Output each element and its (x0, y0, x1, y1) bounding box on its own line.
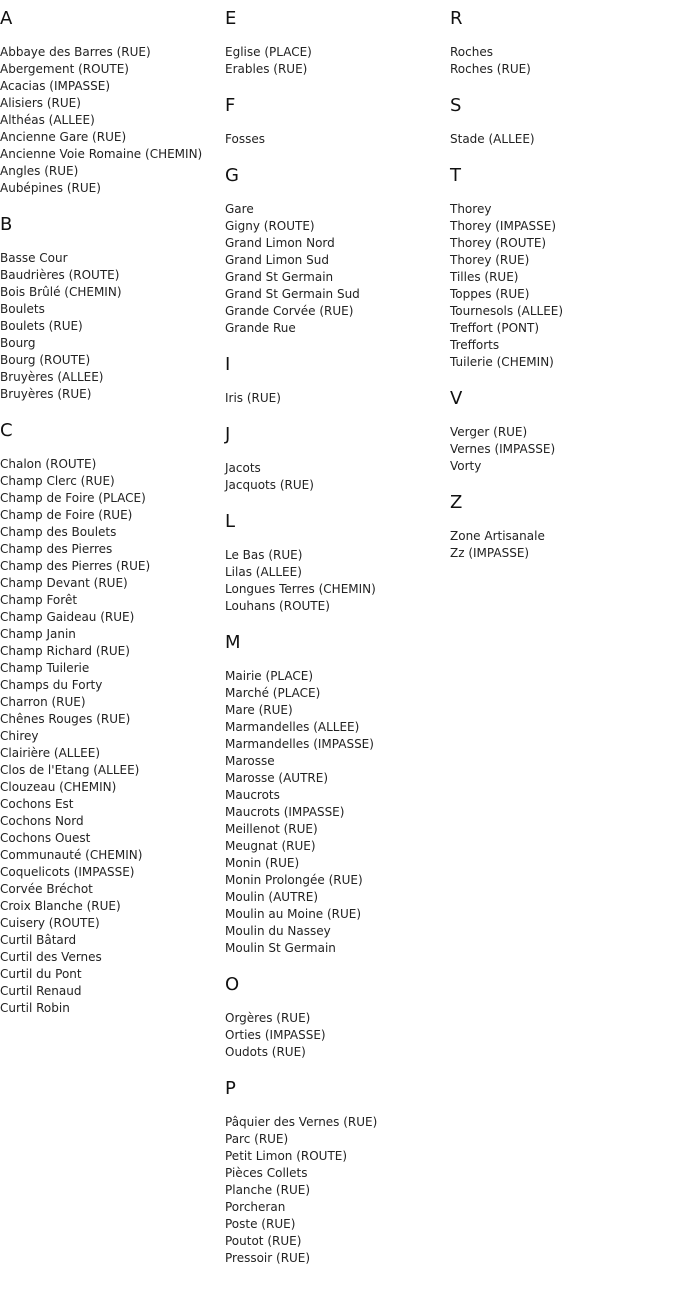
letter-heading: C (0, 420, 13, 441)
letter-group (225, 8, 449, 78)
street-item: Champ des Pierres (0, 542, 113, 556)
street-item: Orgères (RUE) (225, 1011, 311, 1025)
street-item: Curtil Bâtard (0, 933, 77, 947)
street-list (0, 456, 224, 1017)
letter-group (0, 214, 224, 403)
street-item: Jacots (225, 461, 261, 475)
street-item: Clairière (ALLEE) (0, 746, 101, 760)
street-item: Alisiers (RUE) (0, 96, 81, 110)
street-item: Champ de Foire (PLACE) (0, 491, 146, 505)
street-item: Porcheran (225, 1200, 286, 1214)
street-list (225, 460, 449, 494)
letter-group (225, 632, 449, 957)
street-list (450, 528, 674, 562)
street-item: Boulets (RUE) (0, 319, 83, 333)
street-item: Grand St Germain Sud (225, 287, 360, 301)
letter-group (450, 8, 674, 78)
street-item: Champs du Forty (0, 678, 103, 692)
street-list (450, 201, 674, 371)
street-item: Marché (PLACE) (225, 686, 321, 700)
street-item: Champ des Pierres (RUE) (0, 559, 151, 573)
street-item: Chalon (ROUTE) (0, 457, 97, 471)
street-item: Gigny (ROUTE) (225, 219, 315, 233)
street-item: Tournesols (ALLEE) (450, 304, 564, 318)
street-item: Boulets (0, 302, 45, 316)
street-item: Bourg (ROUTE) (0, 353, 91, 367)
street-list (450, 44, 674, 78)
street-item: Bois Brûlé (CHEMIN) (0, 285, 122, 299)
street-item: Thorey (RUE) (450, 253, 530, 267)
street-list (225, 668, 449, 957)
street-item: Monin (RUE) (225, 856, 300, 870)
street-item: Croix Blanche (RUE) (0, 899, 121, 913)
street-item: Coquelicots (IMPASSE) (0, 865, 135, 879)
street-item: Corvée Bréchot (0, 882, 93, 896)
letter-heading: L (225, 511, 236, 532)
street-item: Champ des Boulets (0, 525, 117, 539)
letter-heading: V (450, 388, 463, 409)
street-item: Grand Limon Sud (225, 253, 329, 267)
street-list (225, 131, 449, 148)
street-item: Iris (RUE) (225, 391, 281, 405)
street-item: Vernes (IMPASSE) (450, 442, 556, 456)
street-item: Poste (RUE) (225, 1217, 296, 1231)
letter-heading: F (225, 95, 236, 116)
letter-heading: J (225, 424, 231, 445)
letter-group (225, 424, 449, 494)
street-item: Ancienne Voie Romaine (CHEMIN) (0, 147, 203, 161)
street-item: Communauté (CHEMIN) (0, 848, 143, 862)
street-item: Jacquots (RUE) (225, 478, 314, 492)
street-item: Roches (RUE) (450, 62, 531, 76)
street-list (0, 44, 224, 197)
street-list (225, 44, 449, 78)
street-item: Pressoir (RUE) (225, 1251, 311, 1265)
street-item: Moulin au Moine (RUE) (225, 907, 362, 921)
street-item: Maucrots (225, 788, 280, 802)
street-item: Mare (RUE) (225, 703, 293, 717)
letter-group (450, 95, 674, 148)
street-item: Verger (RUE) (450, 425, 528, 439)
street-item: Meugnat (RUE) (225, 839, 316, 853)
street-item: Lilas (ALLEE) (225, 565, 302, 579)
street-item: Tuilerie (CHEMIN) (450, 355, 554, 369)
street-item: Moulin du Nassey (225, 924, 331, 938)
street-item: Thorey (ROUTE) (450, 236, 547, 250)
street-item: Marmandelles (ALLEE) (225, 720, 360, 734)
street-item: Champ Devant (RUE) (0, 576, 128, 590)
street-item: Marmandelles (IMPASSE) (225, 737, 374, 751)
street-item: Tilles (RUE) (450, 270, 519, 284)
street-item: Poutot (RUE) (225, 1234, 302, 1248)
street-item: Chênes Rouges (RUE) (0, 712, 131, 726)
street-item: Stade (ALLEE) (450, 132, 535, 146)
street-item: Bruyères (ALLEE) (0, 370, 104, 384)
street-item: Baudrières (ROUTE) (0, 268, 120, 282)
letter-heading: O (225, 974, 240, 995)
letter-heading: S (450, 95, 462, 116)
street-item: Cochons Nord (0, 814, 84, 828)
letter-heading: M (225, 632, 241, 653)
street-item: Mairie (PLACE) (225, 669, 314, 683)
letter-group (225, 165, 449, 337)
letter-heading: A (0, 8, 13, 29)
street-item: Zone Artisanale (450, 529, 545, 543)
letter-group (225, 354, 449, 407)
letter-heading: P (225, 1078, 236, 1099)
street-item: Maucrots (IMPASSE) (225, 805, 345, 819)
street-item: Treffort (PONT) (450, 321, 540, 335)
letter-heading: B (0, 214, 13, 235)
street-item: Grand Limon Nord (225, 236, 335, 250)
street-item: Grand St Germain (225, 270, 334, 284)
street-item: Trefforts (450, 338, 500, 352)
street-item: Curtil des Vernes (0, 950, 102, 964)
street-item: Thorey (IMPASSE) (450, 219, 556, 233)
street-item: Roches (450, 45, 493, 59)
street-item: Fosses (225, 132, 265, 146)
street-item: Pièces Collets (225, 1166, 308, 1180)
street-item: Monin Prolongée (RUE) (225, 873, 363, 887)
street-item: Charron (RUE) (0, 695, 86, 709)
street-item: Eglise (PLACE) (225, 45, 312, 59)
street-item: Curtil du Pont (0, 967, 82, 981)
street-item: Angles (RUE) (0, 164, 79, 178)
street-item: Zz (IMPASSE) (450, 546, 530, 560)
street-list (225, 1010, 449, 1061)
street-item: Moulin (AUTRE) (225, 890, 318, 904)
street-item: Champ de Foire (RUE) (0, 508, 133, 522)
street-item: Champ Janin (0, 627, 76, 641)
street-item: Ancienne Gare (RUE) (0, 130, 127, 144)
street-item: Marosse (225, 754, 275, 768)
letter-group (225, 974, 449, 1061)
street-item: Bourg (0, 336, 36, 350)
street-item: Gare (225, 202, 254, 216)
street-item: Oudots (RUE) (225, 1045, 306, 1059)
letter-heading: T (450, 165, 461, 186)
street-item: Louhans (ROUTE) (225, 599, 330, 613)
street-item: Longues Terres (CHEMIN) (225, 582, 376, 596)
letter-group (0, 8, 224, 197)
street-item: Pâquier des Vernes (RUE) (225, 1115, 378, 1129)
street-item: Moulin St Germain (225, 941, 336, 955)
street-list (450, 131, 674, 148)
street-item: Thorey (450, 202, 492, 216)
letter-heading: R (450, 8, 463, 29)
street-item: Champ Clerc (RUE) (0, 474, 115, 488)
street-index-column-3 (450, 8, 674, 579)
street-item: Aubépines (RUE) (0, 181, 101, 195)
letter-heading: E (225, 8, 237, 29)
street-item: Champ Tuilerie (0, 661, 90, 675)
street-item: Champ Richard (RUE) (0, 644, 130, 658)
street-item: Curtil Robin (0, 1001, 70, 1015)
letter-heading: I (225, 354, 231, 375)
street-item: Abergement (ROUTE) (0, 62, 129, 76)
street-item: Vorty (450, 459, 482, 473)
street-item: Cuisery (ROUTE) (0, 916, 100, 930)
street-item: Basse Cour (0, 251, 68, 265)
street-item: Cochons Est (0, 797, 74, 811)
street-item: Althéas (ALLEE) (0, 113, 95, 127)
street-item: Cochons Ouest (0, 831, 91, 845)
street-item: Clos de l'Etang (ALLEE) (0, 763, 140, 777)
street-item: Acacias (IMPASSE) (0, 79, 111, 93)
street-item: Toppes (RUE) (450, 287, 530, 301)
street-item: Grande Rue (225, 321, 296, 335)
letter-group (450, 492, 674, 562)
street-item: Planche (RUE) (225, 1183, 310, 1197)
street-item: Marosse (AUTRE) (225, 771, 329, 785)
street-item: Parc (RUE) (225, 1132, 289, 1146)
letter-group (225, 95, 449, 148)
street-index-column-2 (225, 8, 449, 1284)
letter-heading: G (225, 165, 239, 186)
street-item: Chirey (0, 729, 39, 743)
street-item: Champ Forêt (0, 593, 78, 607)
street-item: Bruyères (RUE) (0, 387, 92, 401)
street-list (225, 547, 449, 615)
street-item: Petit Limon (ROUTE) (225, 1149, 348, 1163)
street-list (225, 390, 449, 407)
street-item: Orties (IMPASSE) (225, 1028, 326, 1042)
street-item: Abbaye des Barres (RUE) (0, 45, 151, 59)
street-item: Le Bas (RUE) (225, 548, 303, 562)
street-list (0, 250, 224, 403)
street-index-column-1 (0, 8, 224, 1034)
letter-group (450, 388, 674, 475)
street-item: Erables (RUE) (225, 62, 308, 76)
letter-group (450, 165, 674, 371)
street-item: Meillenot (RUE) (225, 822, 318, 836)
letter-group (225, 511, 449, 615)
street-item: Clouzeau (CHEMIN) (0, 780, 117, 794)
letter-group (0, 420, 224, 1017)
letter-group (225, 1078, 449, 1267)
street-list (225, 1114, 449, 1267)
street-list (450, 424, 674, 475)
street-item: Grande Corvée (RUE) (225, 304, 354, 318)
street-list (225, 201, 449, 337)
street-item: Champ Gaideau (RUE) (0, 610, 135, 624)
street-item: Curtil Renaud (0, 984, 82, 998)
letter-heading: Z (450, 492, 463, 513)
